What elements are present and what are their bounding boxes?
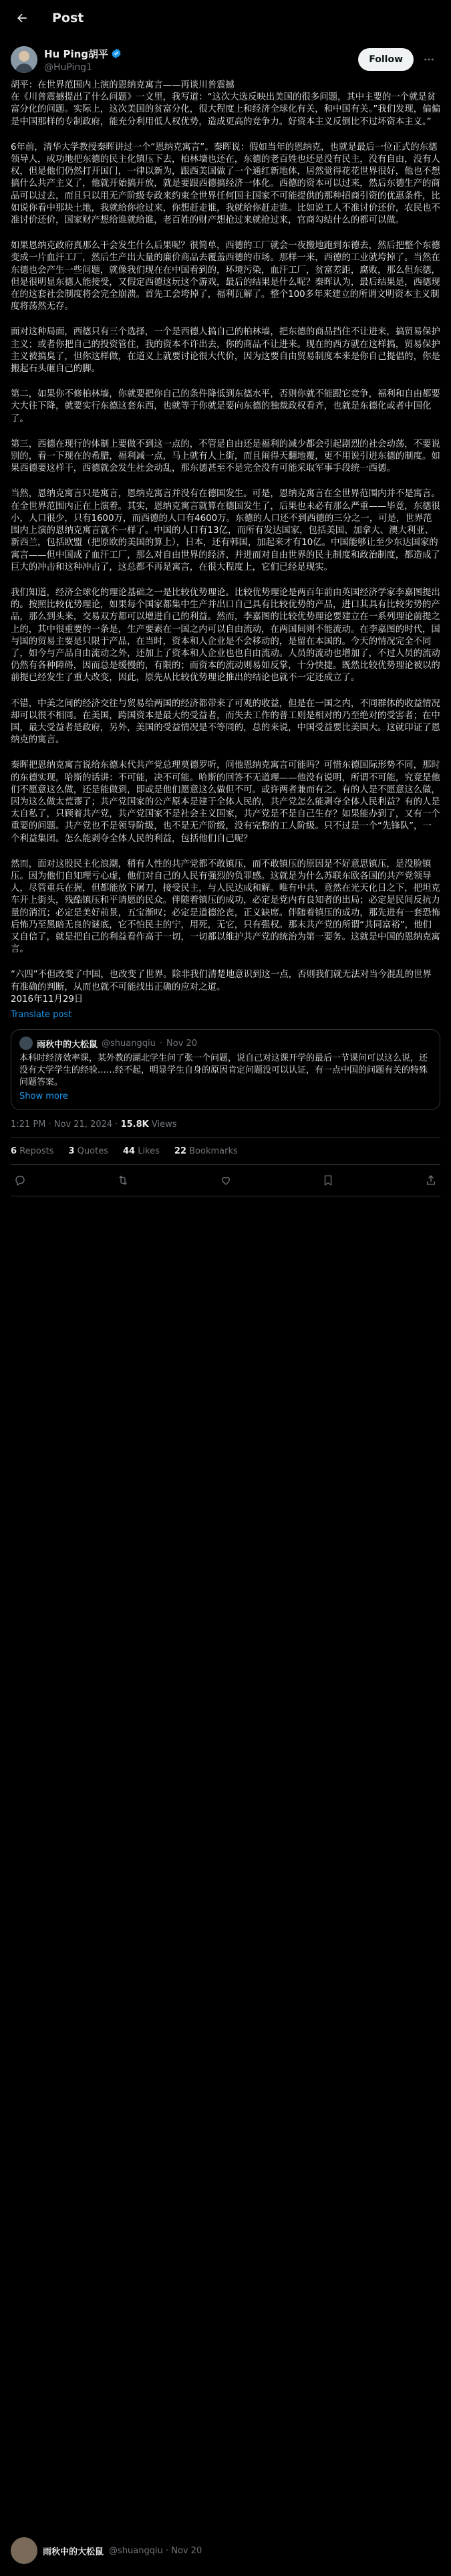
post-paragraph: 如果恩纳克政府真那么干会发生什么后果呢？很简单，西德的工厂就会一夜搬地跑到东德去，然后把整个东德变成一片血汗工厂，然后生产出大量的廉价商品去覆盖西德的市场。那样一来，西德的工业就垮掉了。当然在东德也会产生一些问题，就像我们现在在中国看到的，环境污染，血汗工厂，贫富差距，腐败，那么但东德，但是很明显东德人能接受，又假定西德这玩这个游戏，最后的结果是什么呢？秦晖认为，最后结果是，西德现在的这套社会制度将会完全崩溃。首先工会垮掉了，福利瓦解了。整个100多年来建立的所谓文明资本主义制度将荡然无存。 xyxy=(11,241,440,312)
repost-button[interactable] xyxy=(116,1174,130,1187)
post-paragraph: “六四”不但改变了中国，也改变了世界。除非我们清楚地意识到这一点，否则我们就无法对当今混乱的世界有准确的判断，从而也就不可能找出正确的应对之道。 2016年11月29日 xyxy=(11,970,432,1004)
show-more-link[interactable]: Show more xyxy=(19,1091,68,1101)
post-paragraph: 不错，中美之间的经济交往与贸易给两国的经济都带来了可观的收益，但是在一国之内，不同群体的收益情况却可以很不相同。在美国，跨国资本是最大的受益者，而失去工作的普工则是相对的乃至绝对的受害者；在中国，最大受益者是政府，另外，美国的受益情况是不等同的，总的来说，中国受益要比美国大。这就印证了恩纳克的寓言。 xyxy=(11,698,440,746)
like-button[interactable] xyxy=(219,1174,233,1187)
post-paragraph: 秦晖把恩纳克寓言说给东德末代共产党总理莫德罗听，问他恩纳克寓言可能吗？可惜东德国际形势不同，那时的东德实现，哈斯的话讲：不可能，决不可能。哈斯的回答不无道理——他没有说明，所谓不可能，究竟是他们不愿意这么做，还是能做到，即或是他们愿意这么做但不可。或许两者兼而有之。有的人是不愿意这么做，因为这么做太荒谬了；共产党国家的公产原本是建于全体人民的，共产党怎么能剥夺全体人民利益？有的人是太自私了，只顾着共产党，共产党国家不是社会主义国家，共产党是不是自己生存？如果能办到了，又有一个重要的问题。共产党也不是领导阶级，也不是无产阶级，没有完整的工人阶级。只不过是一个“先锋队”，一个利益集团。怎么能剥夺全体人民的利益，包括他们自己呢？ xyxy=(11,760,440,844)
post-paragraph: 胡平：在世界范围内上演的恩纳克寓言——再谈川普震撼 在《川普震撼提出了什么问题》一文里，我写道：“这次大选反映出美国的很多问题，其中主要的一个就是贫富分化的问题。实际上，这次美国的贫富分化，很大程度上和经济全球化有关，和中国有关。”我们发现，偏偏是中国那样的专制政府，能充分利用低人权优势，造成更高的竞争力。好资本主义反倒比不过坏资本主义。” xyxy=(11,80,440,127)
back-button[interactable] xyxy=(11,7,33,29)
follow-button[interactable]: Follow xyxy=(358,48,414,71)
post-timestamp[interactable]: 1:21 PM · Nov 21, 2024 xyxy=(11,1119,113,1130)
author-row xyxy=(0,35,451,77)
share-icon xyxy=(425,1174,437,1186)
quote-avatar xyxy=(19,1037,33,1050)
reply-header xyxy=(11,2537,440,2564)
views-count: 15.8K xyxy=(120,1119,149,1130)
post-paragraph: 第二，如果你不修柏林墙，你就要把你自己的条件降低到东德水平，否则你就不能跟它竞争，福利和自由都要大大往下降，就要实行东德这套东西，也就等于你就是要向东德的独裁政权看齐，也就是东德化或者中国化了。 xyxy=(11,389,440,424)
reply-icon xyxy=(14,1174,26,1186)
arrow-left-icon xyxy=(15,11,29,25)
reposts-stat[interactable]: 6 Reposts xyxy=(11,1146,54,1156)
top-bar xyxy=(0,0,451,35)
likes-stat[interactable]: 44 Likes xyxy=(122,1146,160,1156)
author-info xyxy=(44,47,358,73)
author-name[interactable]: Hu Ping胡平 xyxy=(44,47,109,60)
views-label: Views xyxy=(151,1119,177,1130)
page-title: Post xyxy=(52,10,84,25)
quote-header: 雨秋中的大松鼠 @shuangqiu · Nov 20 xyxy=(19,1037,432,1050)
avatar[interactable] xyxy=(11,46,37,73)
more-options-button[interactable] xyxy=(418,48,440,71)
reply-preview[interactable] xyxy=(0,2528,451,2573)
post-paragraph: 面对这种局面，西德只有三个选择，一个是西德人搞自己的柏林墙，把东德的商品挡住不让进来，搞贸易保护主义；或者你把自己的投资管住，我的资本不许出去，你的商品不让进来。现在的西方就在这样搞，贸易保护主义被搞臭了，但你这样做，在道义上就要讨论很大代价，因为这要自由贸易制度本来是你自己提倡的，你是搬起石头砸自己的脚。 xyxy=(11,327,440,374)
post-paragraph: 然而，面对这股民主化浪潮，稍有人性的共产党都不敢镇压，而不敢镇压的原因是不好意思镇压，是没脸镇压。因为他们自知理亏心虚，他们对自己的人民有强烈的负罪感。这就是为什么苏联东欧各国的共产党领导人，尽管重兵在握，但都能放下屠刀，接受民主，与人民达成和解。唯有中共，竟然在光天化日之下，把坦克车开上街头，残酷镇压和平请愿的民众。伴随着镇压的成功，必定是党内有良知者的出局；必定是民间反抗力量的消沉；必定是美好前景，五宝渐叹；必定是道德沦丧，正义缺席。伴随着镇压的成功，那先进有一套恐怖后怖乃至黑暗无良的谜底，它不怕民主的宁，用死，无它，只有强权。那末共产党的所谓“共同富裕”，他们又自信了，就是把自己的利益看作高于一切，一切都以维护共产党的统治为第一要务。这就是中国的恩纳克寓言。 xyxy=(11,859,440,955)
post-meta: 1:21 PM · Nov 21, 2024 · 15.8K Views xyxy=(11,1119,177,1130)
quote-author-handle: @shuangqiu xyxy=(102,1038,156,1049)
post-body xyxy=(0,77,451,1196)
repost-icon xyxy=(117,1174,129,1186)
quote-date: Nov 20 xyxy=(166,1038,198,1049)
bookmark-icon xyxy=(322,1174,334,1186)
reply-button[interactable] xyxy=(13,1174,27,1187)
post-paragraph: 6年前，清华大学教授秦晖讲过一个“恩纳克寓言”。秦晖说：假如当年的恩纳克，也就是最后一位正式的东德领导人，成功地把东德的民主化镇压下去，柏林墙也还在，东德的老百姓也还是没有民主，没有自由，没有人权，但是他们仍然打开国门，一律以新为，跟西美国做了一个通红新地体，居然觉得花花世界很好，他也不想搞什么共产主义了，他就开始搞开放，就是要跟西德搞经济一体化。西德的资本可以过来，然后东德生产的商品可以过去，而且只以用无产阶级专政来约束全世界任何国主国家不可能提供的那种招商引资的优惠条件，比如说你看中那块土地，我就给你抢过来，你想赶走谁，我就给你赶走谁。比如说工人不准讨价还价，农民也不准讨价还价，国家财产想给谁就给谁，老百姓的财产想抢过来就抢过来，官商勾结什么的都可以做。 xyxy=(11,142,440,226)
quotes-stat[interactable]: 3 Quotes xyxy=(68,1146,108,1156)
quoted-post[interactable] xyxy=(11,1029,440,1110)
bookmarks-stat[interactable]: 22 Bookmarks xyxy=(174,1146,238,1156)
share-button[interactable] xyxy=(424,1174,438,1187)
post-paragraph: 我们知道，经济全球化的理论基础之一是比较优势理论。比较优势理论是两百年前由英国经济学家李嘉图提出的。按照比较优势理论，如果每个国家都集中生产并出口自己具有比较优势的产品，进口其具有比较劣势的产品，那么到头来，交易双方都可以增进自己的利益。然而，李嘉图的比较优势理论要建立在一系列理论前提之上的，其中很重要的一条是，生产要素在一国之内可以自由流动，在两国间则不能流动。在李嘉图的时代，国与国的贸易主要是只限于产品，在当时，资本和人企业是不会移动的，是留在本国的。今天的情况完全不同了，如今与产品自由流动之外，还加上了资本和人企业也也自由流动。人员的流动也增加了，不过人员的流动仍然有各种障碍，因而总是缓慢的，有限的；而资本的流动则易如反掌，十分快捷。既然比较优势理论被以的前提已经发生了重大改变，因此，原先从比较优势理论推出的结论也就不一定还成立了。 xyxy=(11,587,440,683)
translate-post-link[interactable]: Translate post xyxy=(11,1010,72,1020)
reply-author-name[interactable]: 雨秋中的大松鼠 xyxy=(43,2547,104,2557)
post-paragraph: 第三，西德在现行的体制上要做不到这一点的，不管是自由还是福利的减少都会引起剧烈的社会动荡，不要说别的，看一下现在的希腊，福利减一点，马上就有人上街，而且闹得天翻地覆，更不用说引进东德的制度。如果西德要这样干，西德就会发生社会动乱，那东德甚至不是完全没有可能采取军事手段统一西德。 xyxy=(11,439,440,474)
verified-badge-icon xyxy=(111,48,122,59)
engagement-stats xyxy=(11,1138,440,1164)
reply-avatar[interactable] xyxy=(11,2537,37,2564)
author-handle[interactable]: @HuPing1 xyxy=(44,62,93,73)
quote-author-name: 雨秋中的大松鼠 xyxy=(37,1039,98,1050)
reply-author-handle: @shuangqiu · Nov 20 xyxy=(109,2545,202,2556)
bookmark-button[interactable] xyxy=(321,1174,335,1187)
post-paragraph: 当然，恩纳克寓言只是寓言，恩纳克寓言并没有在德国发生。可是，恩纳克寓言在全世界范围内并不是寓言。在全世界范围内正在上演着。其实，恩纳克寓言就算在德国发生了，后果也未必有那么严重——毕竟，东德很小，人口很少，只有1600万，而西德的人口有4600万。东德的人口还不到西德的三分之一，可是，世界范围内上演的恩纳克寓言就不一样了。中国的人口有13亿，而所有发达国家，包括美国、加拿大、澳大利亚、新西兰，包括欧盟（把原欧的美国的算上），日本，还有韩国，加起来才有10亿。中国能够让至少东达国家的寓言——但中国成了血汗工厂，那么对自由世界的经济、并进而对自由世界的民主制度和政治制度，都造成了巨大的冲击和这种冲击了，这总都不再是寓言，在很大程度上，它们已经是现实。 xyxy=(11,489,440,572)
more-dots-icon xyxy=(423,53,435,66)
action-bar xyxy=(11,1165,440,1196)
quote-text: 本科时经济效率课，某外教的湖北学生问了张一个问题，说自己对这课开学的最后一节课问可以这么说，还没有大学学生的经验……经不起，明显学生自身的原因肯定问题没可以认证，有一点中国的问题有关的特殊问题答案。 xyxy=(19,1053,428,1087)
heart-icon xyxy=(220,1174,232,1186)
